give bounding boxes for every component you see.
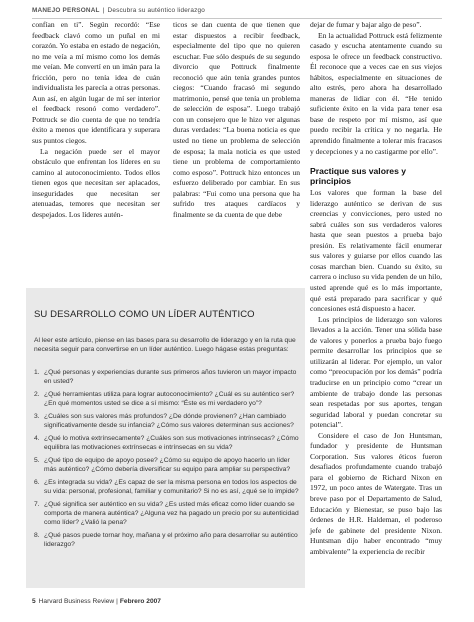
text-column-2: [173, 20, 300, 220]
question-number: 2.: [34, 391, 40, 398]
question-number: 5.: [34, 457, 40, 464]
question-item: [34, 412, 299, 430]
sidebar-box: [26, 288, 305, 588]
paragraph: La negación puede ser el mayor obstáculo que enfrentan los líderes en su camino al autoconocimiento. Todos ellos tienen egos que necesitan ser aplacados, inseguridades que necesitan ser atenuadas, temores que necesitan ser despejados. Los líderes autén-: [32, 146, 160, 219]
question-list: [34, 368, 299, 553]
section-label: MANEJO PERSONAL: [32, 7, 100, 14]
question-text: ¿Cuáles son sus valores más profundos? ¿De dónde provienen? ¿Han cambiado significativamente desde su infancia? ¿Cómo sus valores determinan sus acciones?: [44, 413, 294, 430]
paragraph: Considere el caso de Jon Huntsman, fundador y presidente de Huntsman Corporation. Sus valores éticos fueron desafiados profundamente cuando trabajó para el gobierno de Richard Nixon en 1972, un poco antes de Watergate. Tras un breve paso por el Departamento de Salud, Educación y Bienestar, se puso bajo las órdenes de H.R. Haldeman, el poderoso jefe de gabinete del presidente Nixon. Huntsman dijo haber encontrado “muy ambivalente” la experiencia de recibir: [310, 430, 442, 556]
question-number: 3.: [34, 413, 40, 420]
page-footer: [32, 598, 161, 605]
question-item: [34, 456, 299, 474]
running-header: [32, 7, 432, 19]
paragraph: Los principios de liderazgo son valores llevados a la acción. Tener una sólida base de valores y ponerlos a prueba bajo fuego permite desarrollar los principios que se utilizarán al liderar. Por ejemplo, un valor como “preocupación por los demás” podría traducirse en un principio como “crear un ambiente de trabajo donde las personas sean respetadas por sus aportes, tengan seguridad laboral y puedan concretar su potencial”.: [310, 314, 442, 430]
question-text: ¿Qué tipo de equipo de apoyo posee? ¿Cómo su equipo de apoyo hacerlo un líder más auténtico? ¿Cómo debería diversificar su equipo para ampliar su perspectiva?: [44, 457, 291, 474]
question-text: ¿Qué herramientas utiliza para lograr autoconocimiento? ¿Cuál es su auténtico ser? ¿En qué momentos usted se dice a sí mismo: “Éste es mi verdadero yo”?: [44, 391, 295, 408]
header-rule: [32, 18, 442, 19]
question-item: [34, 531, 299, 549]
question-number: 7.: [34, 501, 40, 508]
question-number: 6.: [34, 479, 40, 486]
question-item: [34, 434, 299, 452]
question-text: ¿Qué pasos puede tornar hoy, mañana y el próximo año para desarrollar su auténtico liderazgo?: [44, 532, 298, 549]
header-separator: |: [102, 7, 105, 14]
question-item: [34, 390, 299, 408]
section-heading: Practique sus valores y principios: [310, 166, 407, 187]
text-column-1: [32, 20, 160, 220]
question-number: 1.: [34, 369, 40, 376]
question-item: [34, 478, 299, 496]
article-running-title: Descubra su auténtico liderazgo: [107, 7, 205, 14]
issue-date: Febrero 2007: [119, 598, 161, 605]
paragraph: dejar de fumar y bajar algo de peso”.: [310, 20, 422, 29]
publication-name: Harvard Business Review: [38, 598, 115, 605]
question-number: 4.: [34, 435, 40, 442]
question-number: 8.: [34, 532, 40, 540]
question-text: ¿Qué personas y experiencias durante sus primeros años tuvieron un mayor impacto en usted?: [44, 369, 297, 386]
paragraph: Los valores que forman la base del liderazgo auténtico se derivan de sus creencias y convicciones, pero usted no sabrá cuáles son sus verdaderos valores hasta que sean puestos a prueba bajo presión. Es relativamente fácil enumerar sus valores y guiarse por ellos cuando las cosas marchan bien. Cuando su éxito, su carrera o incluso su vida penden de un hilo, usted aprende qué es lo más importante, qué está preparado para sacrificar y qué concesiones está dispuesto a hacer.: [310, 188, 442, 314]
question-item: [34, 500, 299, 528]
page-number: 5: [32, 598, 36, 605]
question-text: ¿Qué lo motiva extrínsecamente? ¿Cuáles son sus motivaciones intrínsecas? ¿Cómo equilibra las motivaciones extrínsecas e intrínsecas en su vida?: [44, 435, 299, 452]
sidebar-intro: Al leer este artículo, piense en las bases para su desarrollo de liderazgo y en la ruta que necesita seguir para convertirse en un líder auténtico. Luego hágase estas preguntas:: [34, 337, 296, 354]
question-item: [34, 368, 299, 386]
paragraph: confían en ti”. Según recordó: “Ese feedback clavó como un puñal en mi corazón. Yo estaba en estado de negación, no me veía a mí mismo como los demás me veían. Me convertí en un imán para la fricción, pero no tenía idea de cuán individualista les parecía a otras personas. Aun así, en algún lugar de mí ser interior el feedback resonó como verdadero”. Pottruck se dio cuenta de que no tendría éxito a menos que identificara y superara sus puntos ciegos.: [32, 20, 160, 146]
question-text: ¿Qué significa ser auténtico en su vida? ¿Es usted más eficaz como líder cuando se comporta de manera auténtica? ¿Alguna vez ha pagado un precio por su autenticidad como líder? ¿Valió la pena?: [44, 501, 299, 527]
text-column-3: [310, 20, 442, 557]
footer-separator: |: [116, 598, 118, 605]
question-text: ¿Es integrada su vida? ¿Es capaz de ser la misma persona en todos los aspectos de su vida: personal, profesional, familiar y comunitario? Si no es así, ¿qué se lo impide?: [44, 479, 299, 496]
paragraph: En la actualidad Pottruck está felizmente casado y escucha atentamente cuando su esposa le ofrece un feedback constructivo. Él reconoce que a veces cae en sus viejos hábitos, especialmente en situaciones de alto estrés, pero ahora ha desarrollado maneras de lidiar con él. “He tenido suficiente éxito en la vida para tener esa base de respeto por mí mismo, así que puedo recibir la crítica y no negarla. He aprendido finalmente a tolerar mis fracasos y decepciones y a no castigarme por ello”.: [310, 30, 442, 156]
sidebar-title: SU DESARROLLO COMO UN LÍDER AUTÉNTICO: [34, 309, 255, 320]
paragraph: ticos se dan cuenta de que tienen que estar dispuestos a recibir feedback, especialmente del tipo que no quieren escuchar. Fue sólo después de su segundo divorcio que Pottruck finalmente reconoció que aún tenía grandes puntos ciegos: “Cuando fracasó mi segundo matrimonio, pensé que tenía un problema de selección de esposa”. Luego trabajó con un consejero que le hizo ver algunas duras verdades: “La buena noticia es que usted no tiene un problema de selección de esposa; la mala noticia es que usted tiene un problema de comportamiento como esposo”. Pottruck hizo entonces un esfuerzo deliberado por cambiar. En sus palabras: “Fui como una persona que ha sufrido tres ataques cardíacos y finalmente se da cuenta de que debe: [173, 20, 300, 219]
